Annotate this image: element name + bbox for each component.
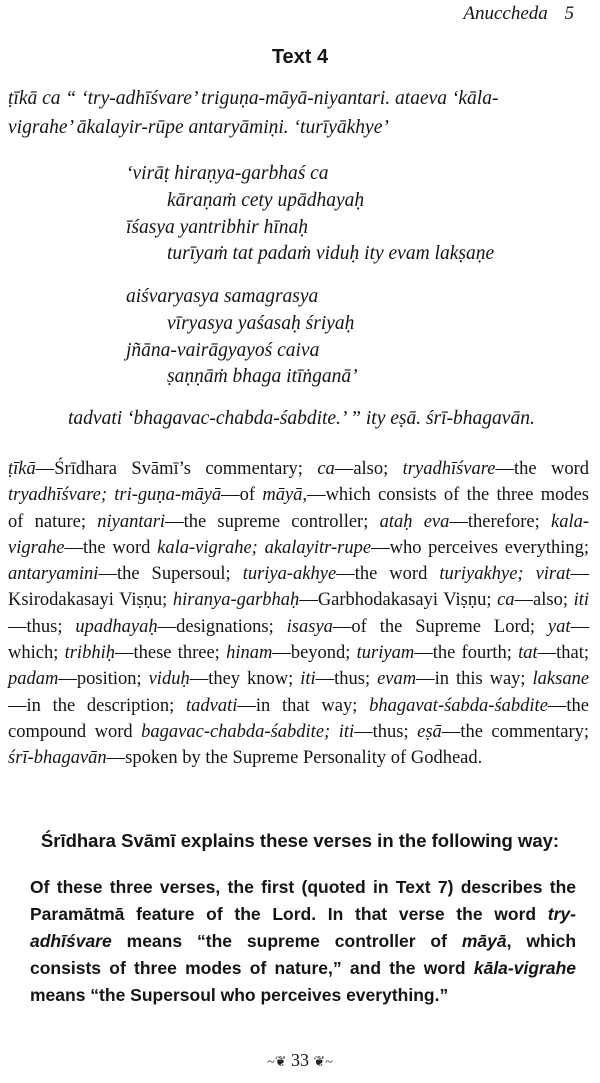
verse-line: kāraṇaṁ cety upādhayaḥ (167, 190, 365, 211)
synonym-word: kala-vigrahe (8, 511, 590, 558)
verse-line: tadvati ‘bhagavac-chabda-śabdite.’ ” ity eṣā. śrī-bhagavān. (68, 408, 535, 429)
synonym-word: evam (377, 669, 417, 690)
synonym-meaning: in the description; (26, 695, 175, 716)
synonym-word: tryadhīśvare; (8, 485, 107, 506)
synonym-word: laksane (532, 669, 590, 690)
running-header (463, 3, 574, 25)
verse-line: turīyaṁ tat padaṁ viduḥ ity evam lakṣaṇe (167, 243, 495, 264)
left-ornament-icon: ~❦ (267, 1055, 287, 1070)
synonym-word: bagavac-chabda-śabdite; (141, 721, 331, 742)
synonym-meaning: Śrīdhara Svāmī’s commentary; (54, 459, 303, 479)
synonym-meaning: these three; (133, 643, 220, 664)
synonym-word: tat (518, 643, 538, 664)
synonym-meaning: the compound word (8, 695, 590, 742)
translation-text: , which consists of three modes of nature,” and the word (30, 931, 577, 978)
synonym-meaning: which consists of the three modes of nature; (8, 485, 590, 532)
text-heading: Text 4 (271, 46, 329, 68)
synonym-meaning: therefore; (467, 511, 540, 532)
header-number: 5 (564, 3, 574, 24)
synonym-word: isasya (286, 616, 333, 637)
synonym-meaning: thus; (334, 669, 371, 690)
header-chapter: Anuccheda (463, 3, 548, 24)
synonym-word: antaryamini (8, 564, 99, 585)
synonym-meaning: the word (354, 564, 428, 585)
verse-line: vīryasya yaśasaḥ śriyaḥ (167, 313, 355, 334)
synonym-meaning: also; (353, 459, 389, 479)
synonym-word: hinam (226, 643, 273, 664)
synonym-word: ṭīkā (8, 459, 36, 479)
translation-paragraph (30, 874, 576, 1009)
synonym-word: tryadhīśvare (402, 459, 496, 479)
synonym-word: kala-vigrahe; (157, 537, 258, 558)
synonym-word: iti (300, 669, 316, 690)
synonym-word: upadhayaḥ (75, 616, 158, 637)
synonym-meaning: spoken by the Supreme Personality of Godhead. (125, 748, 483, 769)
synonym-word: hiranya-garbhaḥ (172, 590, 300, 611)
synonym-meaning: they know; (208, 669, 294, 690)
synonym-meaning: in this way; (434, 669, 526, 690)
translation-text: means “the supreme controller of (111, 931, 462, 951)
translation-text: means “the Supersoul who perceives everything.” (30, 985, 449, 1005)
synonym-word: ca (497, 590, 515, 611)
synonym-meaning: who perceives everything; (389, 537, 590, 558)
synonym-meaning: the fourth; (432, 643, 512, 664)
synonym-meaning: the commentary; (460, 721, 590, 742)
synonym-word: turiyakhye; (439, 564, 524, 585)
synonym-word: iti (338, 721, 355, 742)
synonym-word: bhagavat-śabda-śabdite (369, 695, 548, 716)
synonym-meaning: the supreme controller; (183, 511, 369, 532)
synonym-word: padam (8, 669, 59, 690)
synonym-word: akalayitr-rupe (264, 537, 372, 558)
synonym-meaning: designations; (176, 616, 274, 637)
translation-term: try-adhīśvare (30, 904, 576, 951)
page-footer (0, 1050, 600, 1071)
synonym-meaning: of the Supreme Lord; (351, 616, 535, 637)
verse-line: īśasya yantribhir hīnaḥ (126, 217, 309, 238)
synonym-meaning: of (239, 485, 256, 506)
synonym-word: tri-guṇa-māyā (114, 485, 222, 506)
synonym-word: ca (317, 459, 335, 479)
right-ornament-icon: ❦~ (313, 1055, 333, 1070)
translation-heading: Śrīdhara Svāmī explains these verses in the following way: (40, 830, 560, 851)
verse-line: ‘virāṭ hiraṇya-garbhaś ca (126, 163, 329, 184)
synonym-meaning: thus; (372, 721, 409, 742)
synonym-meaning: which; (8, 643, 59, 664)
synonym-word: tribhiḥ (64, 643, 115, 664)
verse-line: aiśvaryasya samagrasya (126, 286, 319, 307)
synonym-word: turiya-akhye (242, 564, 337, 585)
synonym-word: ataḥ eva (379, 511, 450, 532)
synonym-word: niyantari (97, 511, 166, 532)
synonym-meaning: the Supersoul; (116, 564, 231, 585)
page-number: 33 (291, 1050, 309, 1070)
synonym-word: māyā, (262, 485, 308, 506)
translation-term: kāla-vigrahe (473, 958, 576, 978)
synonym-word: iti (573, 590, 589, 611)
synonym-meaning: also; (533, 590, 568, 611)
synonym-word: eṣā (417, 721, 442, 742)
verse-line: vigrahe’ ākalayir-rūpe antaryāmiṇi. ‘turīyākhye’ (8, 117, 389, 138)
synonym-meaning: the word (83, 537, 151, 558)
translation-term: māyā (461, 931, 507, 951)
verse-line: jñāna-vairāgyayoś caiva (126, 340, 320, 361)
synonym-meaning: position; (76, 669, 142, 690)
synonym-meaning: the word (514, 459, 590, 479)
synonym-meaning: thus; (26, 616, 63, 637)
synonym-word: yat (547, 616, 571, 637)
synonym-meaning: Garbhodakasayi Viṣṇu; (317, 590, 492, 611)
translation-text: Of these three verses, the first (quoted in Text 7) describes the Paramātmā feature of the Lord. In that verse the word (30, 877, 576, 924)
synonym-word: śrī-bhagavān (8, 748, 107, 769)
synonym-word: tadvati (185, 695, 238, 716)
synonym-meaning: Ksirodakasayi Viṣṇu; (8, 590, 168, 611)
synonym-meaning: in that way; (255, 695, 358, 716)
verse-line: ṭīkā ca “ ‘try-adhīśvare’ triguṇa-māyā-niyantari. ataeva ‘kāla- (8, 88, 499, 109)
synonym-meaning: beyond; (290, 643, 351, 664)
verse-line: ṣaṇṇāṁ bhaga itīṅganā’ (167, 366, 358, 387)
synonyms-paragraph: ṭīkā—Śrīdhara Svāmī’s commentary; ca—also; tryadhīśvare—the word tryadhīśvare; tri-guṇa-māyā—of māyā,—which consists of the three modes of nature; niyantari—the supreme controller; ataḥ eva—therefore; kala-vigrahe—the word kala-vigrahe; akalayitr-rupe—who perceives everything; antaryamini—the Supersoul; turiya-akhye—the word turiyakhye; virat—Ksirodakasayi Viṣṇu; hiranya-garbhaḥ—Garbhodakasayi Viṣṇu; ca—also; iti—thus; upadhayaḥ—designations; isasya—of the Supreme Lord; yat—which; tribhiḥ—these three; hinam—beyond; turiyam—the fourth; tat—that; padam—position; viduḥ—they know; iti—thus; evam—in this way; laksane—in the description; tadvati—in that way; bhagavat-śabda-śabdite—the compound word bagavac-chabda-śabdite; iti—thus; eṣā—the commentary; śrī-bhagavān—spoken by the Supreme Personality of Godhead. (8, 459, 590, 769)
synonym-word: virat (535, 564, 571, 585)
synonym-word: turiyam (356, 643, 415, 664)
synonym-meaning: that; (556, 643, 590, 664)
synonym-word: viduḥ (148, 669, 190, 690)
